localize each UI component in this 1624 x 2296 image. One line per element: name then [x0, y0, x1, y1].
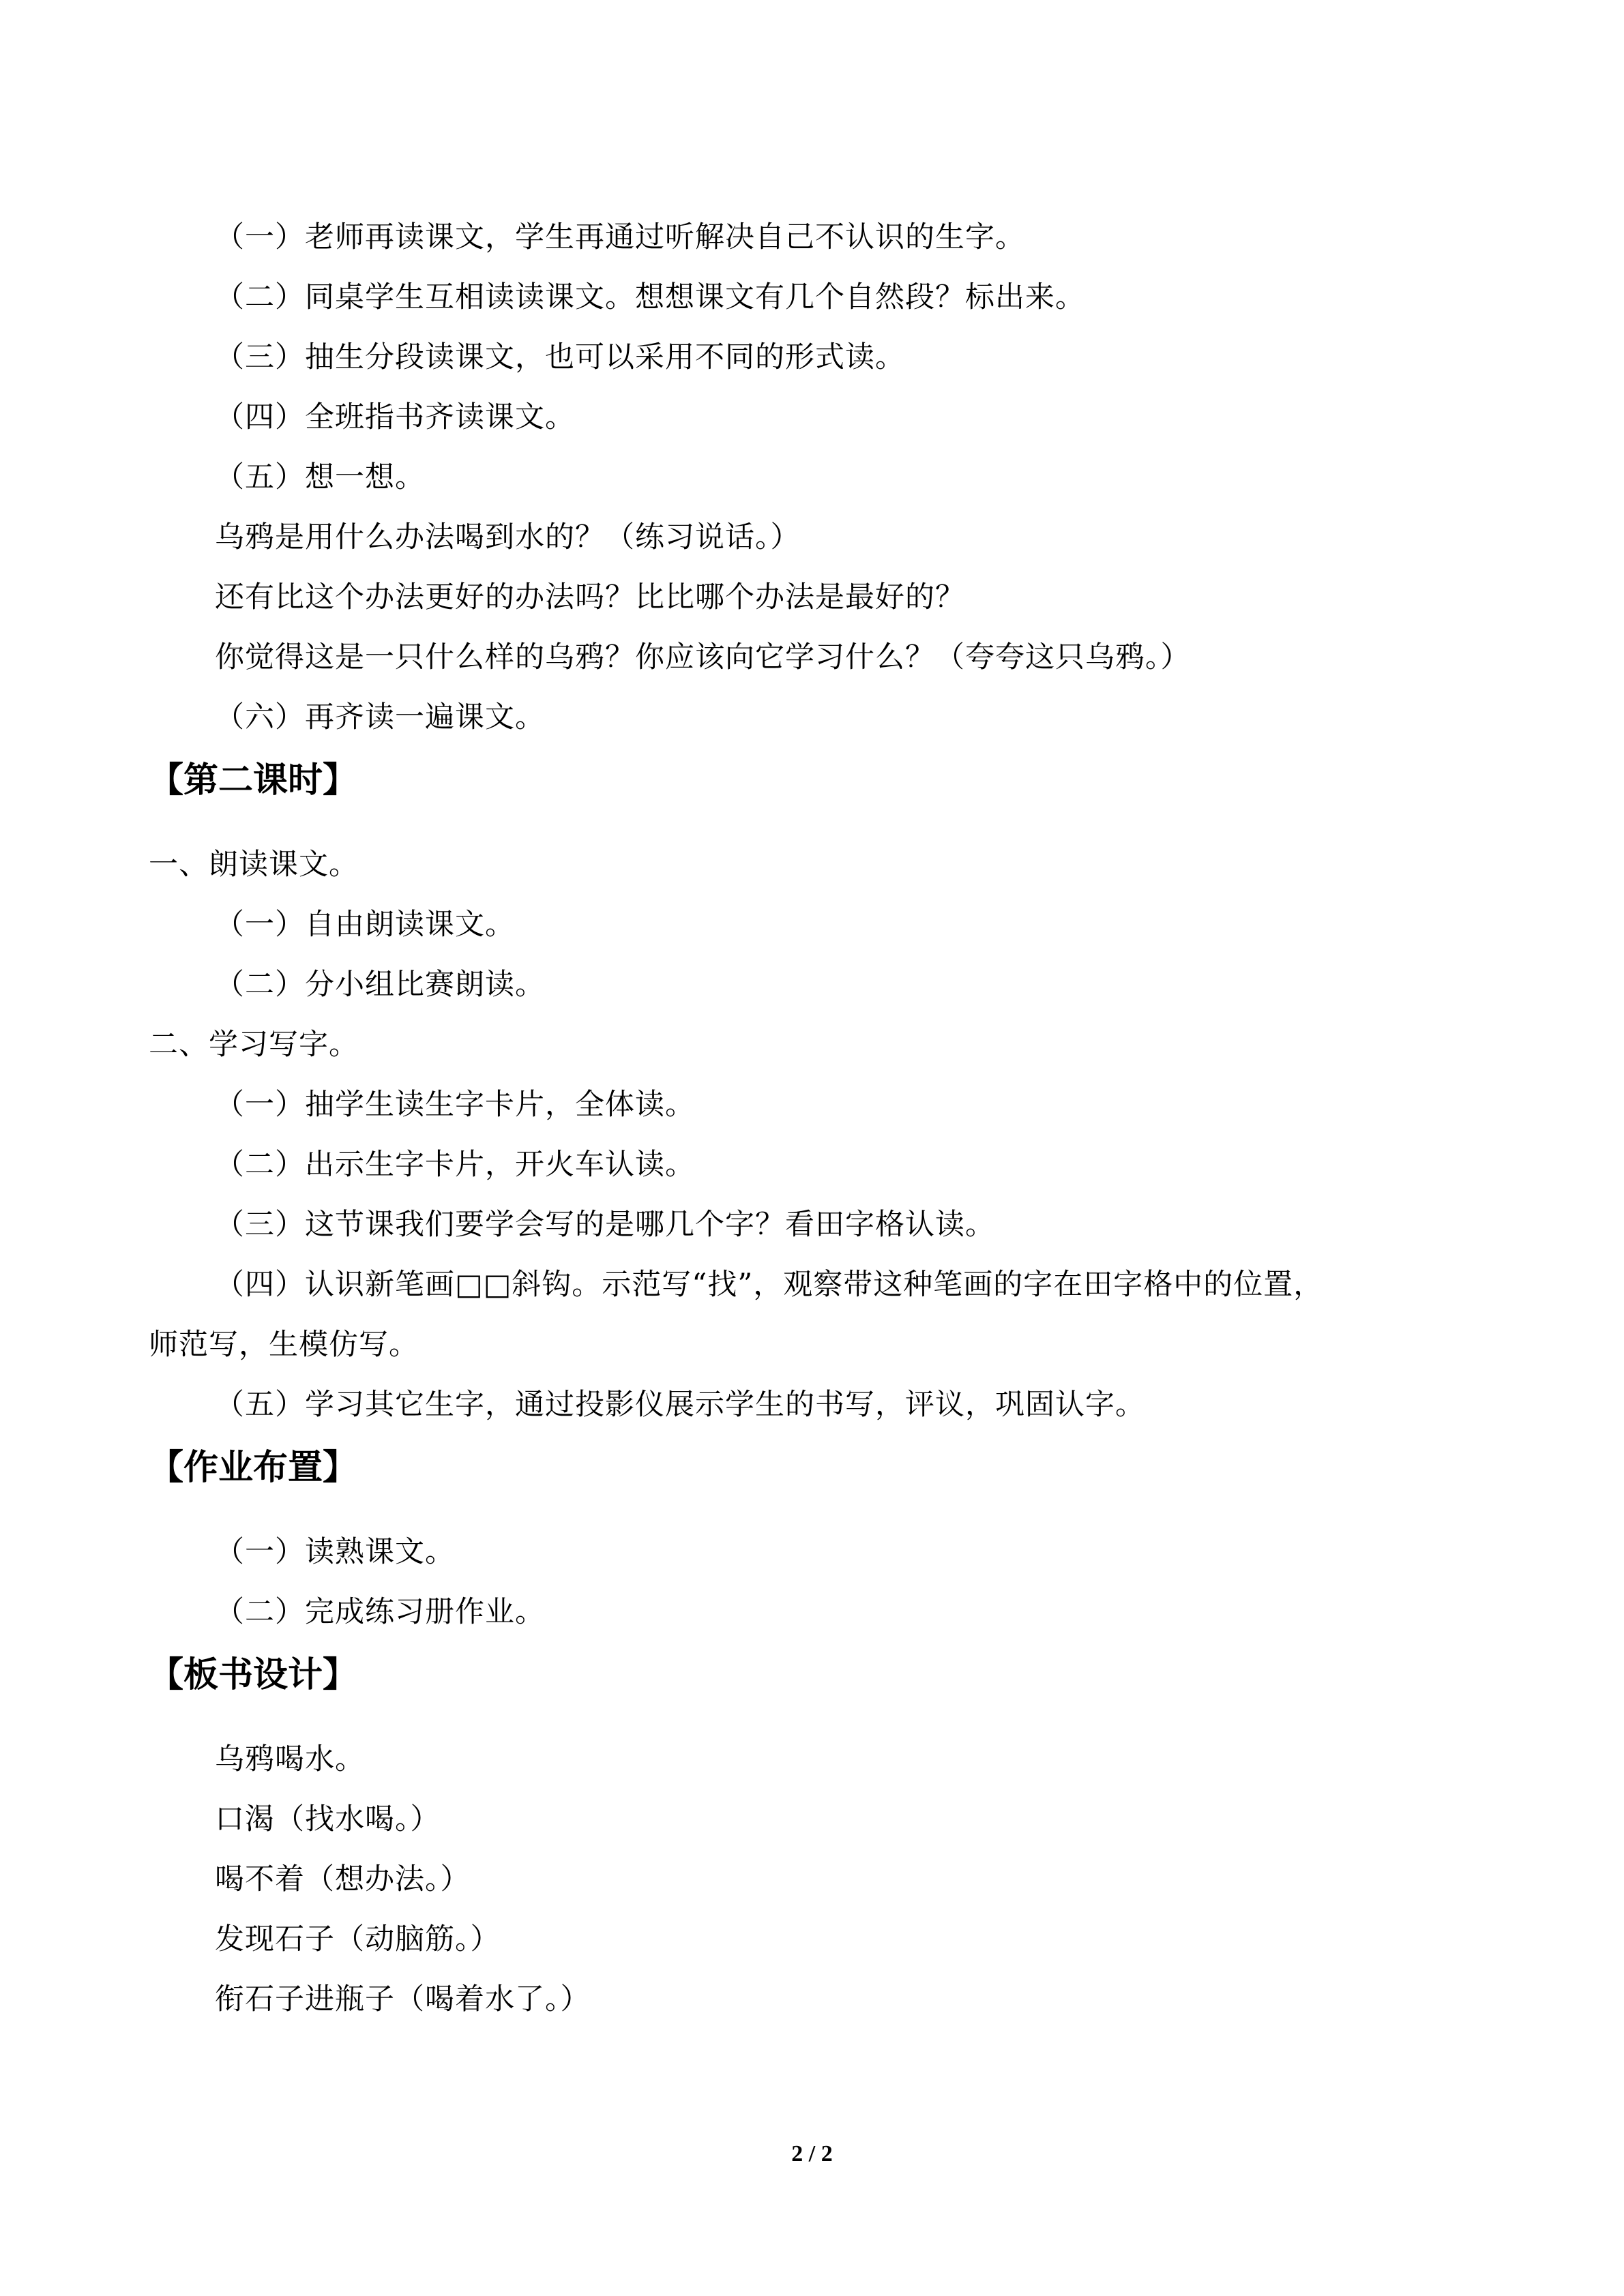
- board-line: 乌鸦喝水。: [215, 1742, 365, 1776]
- item-line: （四）认识新笔画□□斜钩。示范写“找”，观察带这种笔画的字在田字格中的位置，: [215, 1268, 1324, 1302]
- item-line: （二）分小组比赛朗读。: [215, 968, 545, 1002]
- board-line: 喝不着（想办法。）: [215, 1862, 471, 1896]
- section-heading: 【作业布置】: [149, 1448, 358, 1488]
- item-line: （二）出示生字卡片，开火车认读。: [215, 1148, 695, 1182]
- item-line: （二）完成练习册作业。: [215, 1595, 545, 1629]
- page-number: 2 / 2: [791, 2141, 833, 2166]
- item-line: （二）同桌学生互相读读课文。想想课文有几个自然段？标出来。: [215, 280, 1085, 314]
- item-line: （六）再齐读一遍课文。: [215, 700, 545, 734]
- board-line: 衔石子进瓶子（喝着水了。）: [215, 1982, 591, 2016]
- item-line-continued: 师范写，生模仿写。: [149, 1328, 419, 1362]
- item-line: （四）全班指书齐读课文。: [215, 400, 575, 434]
- board-line: 口渴（找水喝。）: [215, 1802, 441, 1836]
- item-line: （一）读熟课文。: [215, 1535, 455, 1569]
- section-heading: 【第二课时】: [149, 760, 358, 801]
- question-line: 你觉得这是一只什么样的乌鸦？你应该向它学习什么？（夸夸这只乌鸦。）: [215, 640, 1191, 674]
- item-line: （三）抽生分段读课文，也可以采用不同的形式读。: [215, 340, 905, 374]
- question-line: 乌鸦是用什么办法喝到水的？（练习说话。）: [215, 520, 801, 554]
- part-title: 一、朗读课文。: [149, 848, 359, 882]
- board-line: 发现石子（动脑筋。）: [215, 1922, 501, 1956]
- item-line: （一）老师再读课文，学生再通过听解决自己不认识的生字。: [215, 220, 1025, 254]
- part-title: 二、学习写字。: [149, 1028, 359, 1062]
- item-line: （一）抽学生读生字卡片，全体读。: [215, 1088, 695, 1122]
- item-line: （五）想一想。: [215, 460, 425, 494]
- question-line: 还有比这个办法更好的办法吗？比比哪个办法是最好的？: [215, 580, 965, 614]
- item-line: （三）这节课我们要学会写的是哪几个字？看田字格认读。: [215, 1208, 995, 1242]
- item-line: （一）自由朗读课文。: [215, 908, 515, 942]
- section-heading: 【板书设计】: [149, 1655, 358, 1695]
- item-line: （五）学习其它生字，通过投影仪展示学生的书写，评议，巩固认字。: [215, 1388, 1145, 1422]
